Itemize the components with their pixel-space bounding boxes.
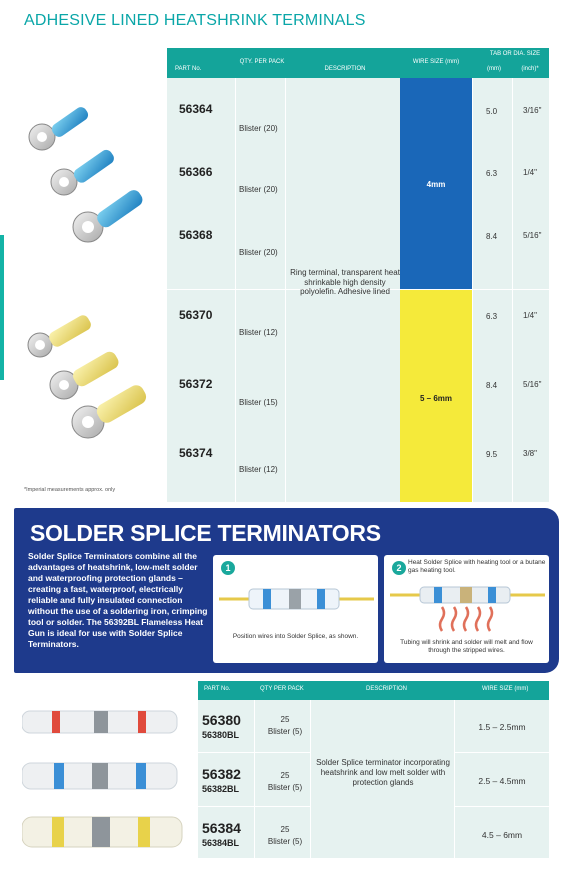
qty-per-pack: 25 bbox=[280, 715, 290, 724]
splice-table bbox=[198, 700, 549, 858]
tab-size-inch: 5/16" bbox=[523, 380, 542, 389]
wire-size: 1.5 – 2.5mm bbox=[478, 722, 526, 732]
step1-caption: Position wires into Solder Splice, as shown. bbox=[232, 633, 359, 640]
step2-caption: Tubing will shrink and solder will melt and flow through the stripped wires. bbox=[400, 639, 533, 654]
part-number: 56380 bbox=[202, 712, 241, 728]
solder-splice-images bbox=[22, 705, 192, 855]
part-number: 56366 bbox=[179, 165, 213, 179]
qty-per-pack: 25 bbox=[280, 825, 290, 834]
tab-size-inch: 5/16" bbox=[523, 231, 542, 240]
tab-size-inch: 1/4" bbox=[523, 168, 537, 177]
yellow-ring-terminals-image bbox=[20, 295, 165, 445]
terminals-table-header bbox=[167, 48, 549, 78]
splice-red-image bbox=[22, 711, 177, 733]
header-part-no: PART No. bbox=[204, 686, 231, 692]
qty-per-pack: Blister (20) bbox=[239, 185, 278, 194]
header-inch: (inch)* bbox=[521, 66, 539, 72]
solder-splice-intro: Solder Splice Terminators combine all the advantages of heatshrink, low-melt solder and waterproofing protection glands – creating a fast, waterproof, electrically reliable and fully insulated connection without the use of a soldering iron, crimping tool or solder. The 56392BL Flameless Heat Gun is ideal for use with Solder Splice Terminators. bbox=[28, 551, 208, 649]
qty-per-pack: Blister (20) bbox=[239, 124, 278, 133]
part-number-blister: 56380BL bbox=[202, 730, 240, 740]
header-qty: QTY. PER PACK bbox=[239, 59, 285, 65]
part-number-blister: 56382BL bbox=[202, 784, 240, 794]
qty-per-pack: 25 bbox=[280, 771, 290, 780]
wire-size-blue: 4mm bbox=[426, 180, 446, 189]
qty-blister: Blister (5) bbox=[267, 727, 303, 736]
tab-size-mm: 8.4 bbox=[486, 381, 498, 390]
step1-panel bbox=[213, 555, 378, 663]
tab-size-mm: 6.3 bbox=[486, 312, 498, 321]
page-title: ADHESIVE LINED HEATSHRINK TERMINALS bbox=[24, 12, 366, 29]
splice-table-header bbox=[198, 681, 549, 700]
header-qty: QTY PER PACK bbox=[260, 686, 304, 692]
part-number: 56364 bbox=[179, 102, 213, 116]
splice-description: Solder Splice terminator incorporating heatshrink and low melt solder with protection glands bbox=[316, 758, 450, 787]
wire-size-yellow-cell bbox=[400, 290, 472, 502]
header-wire-size: WIRE SIZE (mm) bbox=[412, 59, 460, 65]
part-number: 56382 bbox=[202, 766, 241, 782]
part-number-blister: 56384BL bbox=[202, 838, 240, 848]
step1-number: 1 bbox=[221, 561, 235, 575]
terminals-description: Ring terminal, transparent heat shrinkable high density polyolefin. Adhesive lined bbox=[290, 268, 400, 296]
step2-number: 2 bbox=[392, 561, 406, 575]
tab-size-inch: 3/16" bbox=[523, 106, 542, 115]
part-number: 56372 bbox=[179, 377, 213, 391]
header-tab-size: TAB OR DIA. SIZE bbox=[489, 51, 541, 57]
part-number: 56368 bbox=[179, 228, 213, 242]
tab-size-inch: 3/8" bbox=[523, 449, 537, 458]
splice-heated-image bbox=[390, 581, 545, 633]
splice-blue-image bbox=[22, 763, 177, 789]
wire-size-blue-cell bbox=[400, 78, 472, 290]
qty-per-pack: Blister (12) bbox=[239, 328, 278, 337]
header-mm: (mm) bbox=[487, 66, 501, 72]
terminals-table bbox=[167, 78, 549, 502]
imperial-note: *Imperial measurements approx. only bbox=[24, 487, 116, 493]
blue-ring-terminals-image bbox=[20, 85, 165, 265]
header-description: DESCRIPTION bbox=[324, 66, 366, 72]
header-wire-size: WIRE SIZE (mm) bbox=[482, 686, 529, 692]
header-description: DESCRIPTION bbox=[366, 686, 408, 692]
wire-size: 2.5 – 4.5mm bbox=[478, 776, 526, 786]
splice-yellow-image bbox=[22, 817, 182, 847]
part-number: 56374 bbox=[179, 446, 213, 460]
step2-text: Heat Solder Splice with heating tool or a butane gas heating tool. bbox=[408, 559, 546, 574]
solder-splice-title: SOLDER SPLICE TERMINATORS bbox=[30, 520, 381, 546]
tab-size-inch: 1/4" bbox=[523, 311, 537, 320]
side-accent-bar bbox=[0, 235, 4, 380]
qty-per-pack: Blister (15) bbox=[239, 398, 278, 407]
qty-per-pack: Blister (12) bbox=[239, 465, 278, 474]
tab-size-mm: 8.4 bbox=[486, 232, 498, 241]
splice-position-image bbox=[219, 577, 374, 627]
part-number: 56370 bbox=[179, 308, 213, 322]
tab-size-mm: 6.3 bbox=[486, 169, 498, 178]
wire-size-yellow: 5 – 6mm bbox=[419, 394, 453, 403]
header-part-no: PART No. bbox=[175, 66, 202, 72]
tab-size-mm: 9.5 bbox=[486, 450, 498, 459]
tab-size-mm: 5.0 bbox=[486, 107, 498, 116]
step2-panel bbox=[384, 555, 549, 663]
wire-size: 4.5 – 6mm bbox=[481, 830, 523, 840]
part-number: 56384 bbox=[202, 820, 241, 836]
qty-per-pack: Blister (20) bbox=[239, 248, 278, 257]
qty-blister: Blister (5) bbox=[267, 837, 303, 846]
heat-waves-icon bbox=[440, 607, 492, 631]
qty-blister: Blister (5) bbox=[267, 783, 303, 792]
